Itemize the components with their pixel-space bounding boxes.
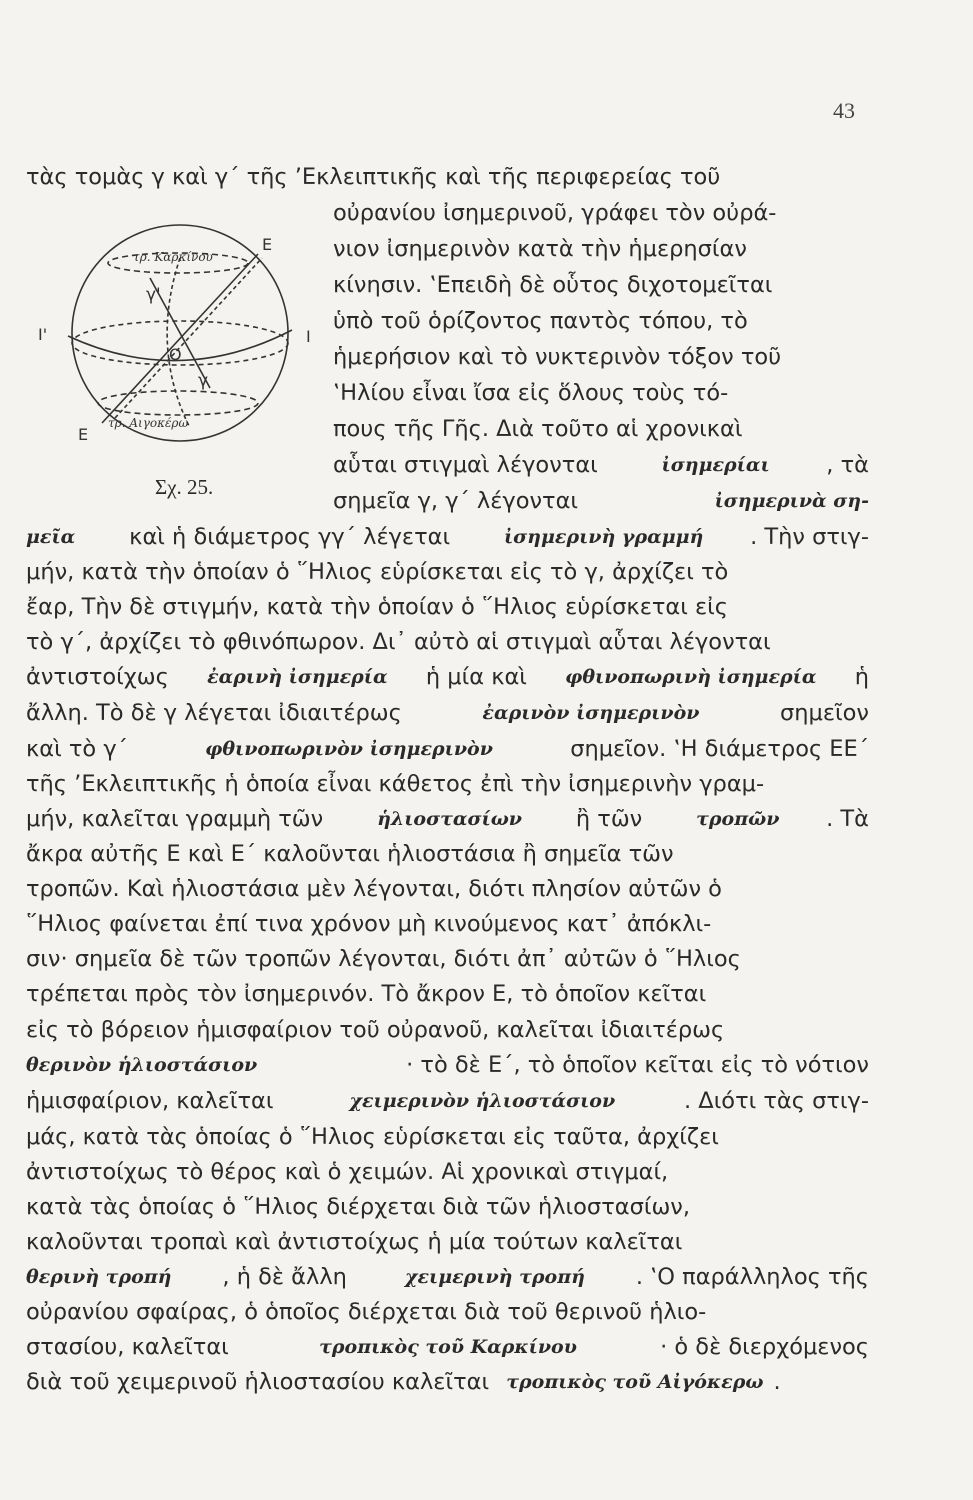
text-line: [26, 1260, 869, 1294]
celestial-sphere-diagram: [30, 218, 320, 458]
text-segment: τὰς τομὰς γ καὶ γ΄ τῆς ’Εκλειπτικῆς καὶ τῆς περιφερείας τοῦ: [26, 164, 721, 190]
text-segment: στασίου, καλεῖται: [26, 1334, 236, 1360]
text-segment: , ἡ δὲ ἄλλη: [222, 1264, 355, 1290]
text-segment: . Διότι τὰς στιγ-: [684, 1088, 869, 1114]
text-segment: καὶ τὸ γ΄: [26, 736, 136, 762]
text-segment: ἄκρα αὐτῆς Ε καὶ Ε΄ καλοῦνται ἡλιοστάσια ἢ σημεῖα τῶν: [26, 841, 674, 867]
text-line: [333, 304, 869, 338]
text-line: [333, 412, 869, 446]
text-segment: ἀντιστοίχως: [26, 664, 176, 690]
term-emphasis: ἰσημερίαι: [661, 454, 770, 476]
text-segment: .: [773, 1369, 781, 1395]
term-emphasis: τροπικὸς τοῦ Αἰγόκερω: [506, 1371, 764, 1393]
text-line: [26, 942, 869, 976]
text-segment: ῞Ηλιος φαίνεται ἐπί τινα χρόνον μὴ κινούμενος κατ᾽ ἀπόκλι-: [26, 911, 712, 937]
text-line: [26, 660, 869, 694]
figure-caption: Σχ. 25.: [155, 475, 214, 499]
text-line: [26, 872, 869, 906]
text-line: [26, 1330, 869, 1364]
text-segment: . Τὴν στιγ-: [750, 524, 869, 550]
text-segment: σημεῖον. ‛Η διάμετρος ΕΕ΄: [563, 736, 869, 762]
text-line: [26, 625, 869, 659]
term-emphasis: φθινοπωρινὴ ἰσημερία: [565, 666, 817, 688]
figure-label-gamma-prime: γ': [146, 285, 161, 305]
text-segment: ἡ μία καὶ: [418, 664, 535, 690]
text-segment: νιον ἰσημερινὸν κατὰ τὴν ἡμερησίαν: [333, 236, 747, 262]
text-line: [26, 555, 869, 589]
text-line: [26, 1155, 869, 1189]
text-segment: σημεῖον: [772, 700, 869, 726]
term-emphasis: ἡλιοστασίων: [377, 808, 522, 830]
text-line: [26, 1190, 869, 1224]
text-segment: οὐρανίου ἰσημερινοῦ, γράφει τὸν οὐρά-: [333, 200, 777, 226]
text-segment: τῆς ’Εκλειπτικῆς ἡ ὁποία εἶναι κάθετος ἐπὶ τὴν ἰσημερινὴν γραμ-: [26, 771, 765, 797]
term-emphasis: μεῖα: [26, 526, 76, 548]
text-segment: τροπῶν. Καὶ ἡλιοστάσια μὲν λέγονται, διότι πλησίον αὐτῶν ὁ: [26, 876, 722, 902]
text-line: [26, 1084, 869, 1118]
text-line: [333, 376, 869, 410]
text-segment: ‛Ηλίου εἶναι ἴσα εἰς ὅλους τοὺς τό-: [333, 380, 729, 406]
term-emphasis: θερινὸν ἡλιοστάσιον: [26, 1054, 258, 1076]
text-segment: . ‛Ο παράλληλος τῆς: [635, 1264, 869, 1290]
page-number: 43: [833, 98, 855, 123]
term-emphasis: χειμερινὴ τροπή: [404, 1266, 585, 1288]
figure-label-tropic-cancer: τρ. Καρκίνου: [133, 250, 213, 264]
figure-label-o: Ο: [169, 345, 182, 364]
text-segment: ἄλλη. Τὸ δὲ γ λέγεται ἰδιαιτέρως: [26, 700, 409, 726]
term-emphasis: τροπικὸς τοῦ Καρκίνου: [319, 1336, 577, 1358]
text-segment: · τὸ δὲ Ε΄, τὸ ὁποῖον κεῖται εἰς τὸ νότιον: [406, 1052, 869, 1078]
text-line: [26, 1120, 869, 1154]
text-segment: αὗται στιγμαὶ λέγονται: [333, 452, 605, 478]
text-line: [26, 1225, 869, 1259]
text-segment: εἰς τὸ βόρειον ἡμισφαίριον τοῦ οὐρανοῦ, καλεῖται ἰδιαιτέρως: [26, 1017, 725, 1043]
text-line: [333, 340, 869, 374]
text-segment: τὸ γ΄, ἀρχίζει τὸ φθινόπωρον. Δι᾽ αὐτὸ αἱ στιγμαὶ αὗται λέγονται: [26, 629, 771, 655]
text-line: [26, 1365, 869, 1399]
text-segment: . Τὰ: [826, 806, 869, 832]
text-line: [333, 232, 869, 266]
text-line: [26, 802, 869, 836]
text-segment: ἔαρ, Τὴν δὲ στιγμήν, κατὰ τὴν ὁποίαν ὁ ῞Ηλιος εὑρίσκεται εἰς: [26, 594, 728, 620]
text-segment: οὐρανίου σφαίρας, ὁ ὁποῖος διέρχεται διὰ τοῦ θερινοῦ ἡλιο-: [26, 1299, 707, 1325]
text-segment: ἀντιστοίχως τὸ θέρος καὶ ὁ χειμών. Αἱ χρονικαὶ στιγμαί,: [26, 1159, 669, 1185]
text-segment: τρέπεται πρὸς τὸν ἰσημερινόν. Τὸ ἄκρον Ε, τὸ ὁποῖον κεῖται: [26, 981, 707, 1007]
text-segment: ἢ τῶν: [568, 806, 650, 832]
text-line: [333, 448, 869, 482]
figure-label-gamma: γ: [198, 371, 209, 391]
text-line: [26, 696, 869, 730]
term-emphasis: χειμερινὸν ἡλιοστάσιον: [349, 1090, 616, 1112]
text-segment: μήν, καλεῖται γραμμὴ τῶν: [26, 806, 331, 832]
term-emphasis: ἰσημερινὰ ση-: [714, 490, 869, 512]
figure-label-e-bottom: Ε: [78, 425, 89, 444]
text-segment: σιν· σημεῖα δὲ τῶν τροπῶν λέγονται, διότι ἀπ᾽ αὐτῶν ὁ ῞Ηλιος: [26, 946, 741, 972]
text-segment: ἡμισφαίριον, καλεῖται: [26, 1088, 281, 1114]
figure-label-i-right: Ι: [306, 327, 311, 346]
text-segment: ἡμερήσιον καὶ τὸ νυκτερινὸν τόξον τοῦ: [333, 344, 782, 370]
text-line: [26, 732, 869, 766]
text-line: [26, 1295, 869, 1329]
text-segment: , τὰ: [826, 452, 869, 478]
text-segment: μήν, κατὰ τὴν ὁποίαν ὁ ῞Ηλιος εὑρίσκεται εἰς τὸ γ, ἀρχίζει τὸ: [26, 559, 729, 585]
text-segment: πους τῆς Γῆς. Διὰ τοῦτο αἱ χρονικαὶ: [333, 416, 743, 442]
figure-label-i-left: Ι': [38, 325, 48, 344]
term-emphasis: ἐαρινὸν ἰσημερινὸν: [482, 702, 700, 724]
term-emphasis: θερινὴ τροπή: [26, 1266, 172, 1288]
term-emphasis: ἰσημερινὴ γραμμή: [503, 526, 704, 548]
text-line: [26, 1048, 869, 1082]
term-emphasis: ἐαρινὴ ἰσημερία: [207, 666, 388, 688]
text-line: [26, 1013, 869, 1047]
text-segment: κίνησιν. ‛Επειδὴ δὲ οὗτος διχοτομεῖται: [333, 272, 773, 298]
text-line: [333, 268, 869, 302]
text-line: [26, 160, 869, 194]
figure-label-e-top: Ε: [262, 235, 273, 254]
text-segment: · ὁ δὲ διερχόμενος: [660, 1334, 869, 1360]
text-segment: καὶ ἡ διάμετρος γγ΄ λέγεται: [122, 524, 458, 550]
text-segment: διὰ τοῦ χειμερινοῦ ἡλιοστασίου καλεῖται: [26, 1369, 497, 1395]
text-line: [26, 907, 869, 941]
text-line: [26, 837, 869, 871]
text-line: [26, 977, 869, 1011]
text-line: [26, 520, 869, 554]
text-segment: κατὰ τὰς ὁποίας ὁ ῞Ηλιος διέρχεται διὰ τῶν ἡλιοστασίων,: [26, 1194, 691, 1220]
text-segment: καλοῦνται τροπαὶ καὶ ἀντιστοίχως ἡ μία τούτων καλεῖται: [26, 1229, 683, 1255]
text-segment: ὑπὸ τοῦ ὁρίζοντος παντὸς τόπου, τὸ: [333, 308, 748, 334]
text-segment: ἡ: [847, 664, 869, 690]
term-emphasis: φθινοπωρινὸν ἰσημερινὸν: [205, 738, 493, 760]
text-line: [26, 767, 869, 801]
text-line: [26, 590, 869, 624]
text-segment: σημεῖα γ, γ΄ λέγονται: [333, 488, 586, 514]
term-emphasis: τροπῶν: [696, 808, 780, 830]
text-line: [333, 196, 869, 230]
figure-label-tropic-capricorn: τρ. Αιγοκέρω: [108, 416, 189, 430]
text-segment: μάς, κατὰ τὰς ὁποίας ὁ ῞Ηλιος εὑρίσκεται εἰς ταῦτα, ἀρχίζει: [26, 1124, 719, 1150]
text-line: [333, 484, 869, 518]
